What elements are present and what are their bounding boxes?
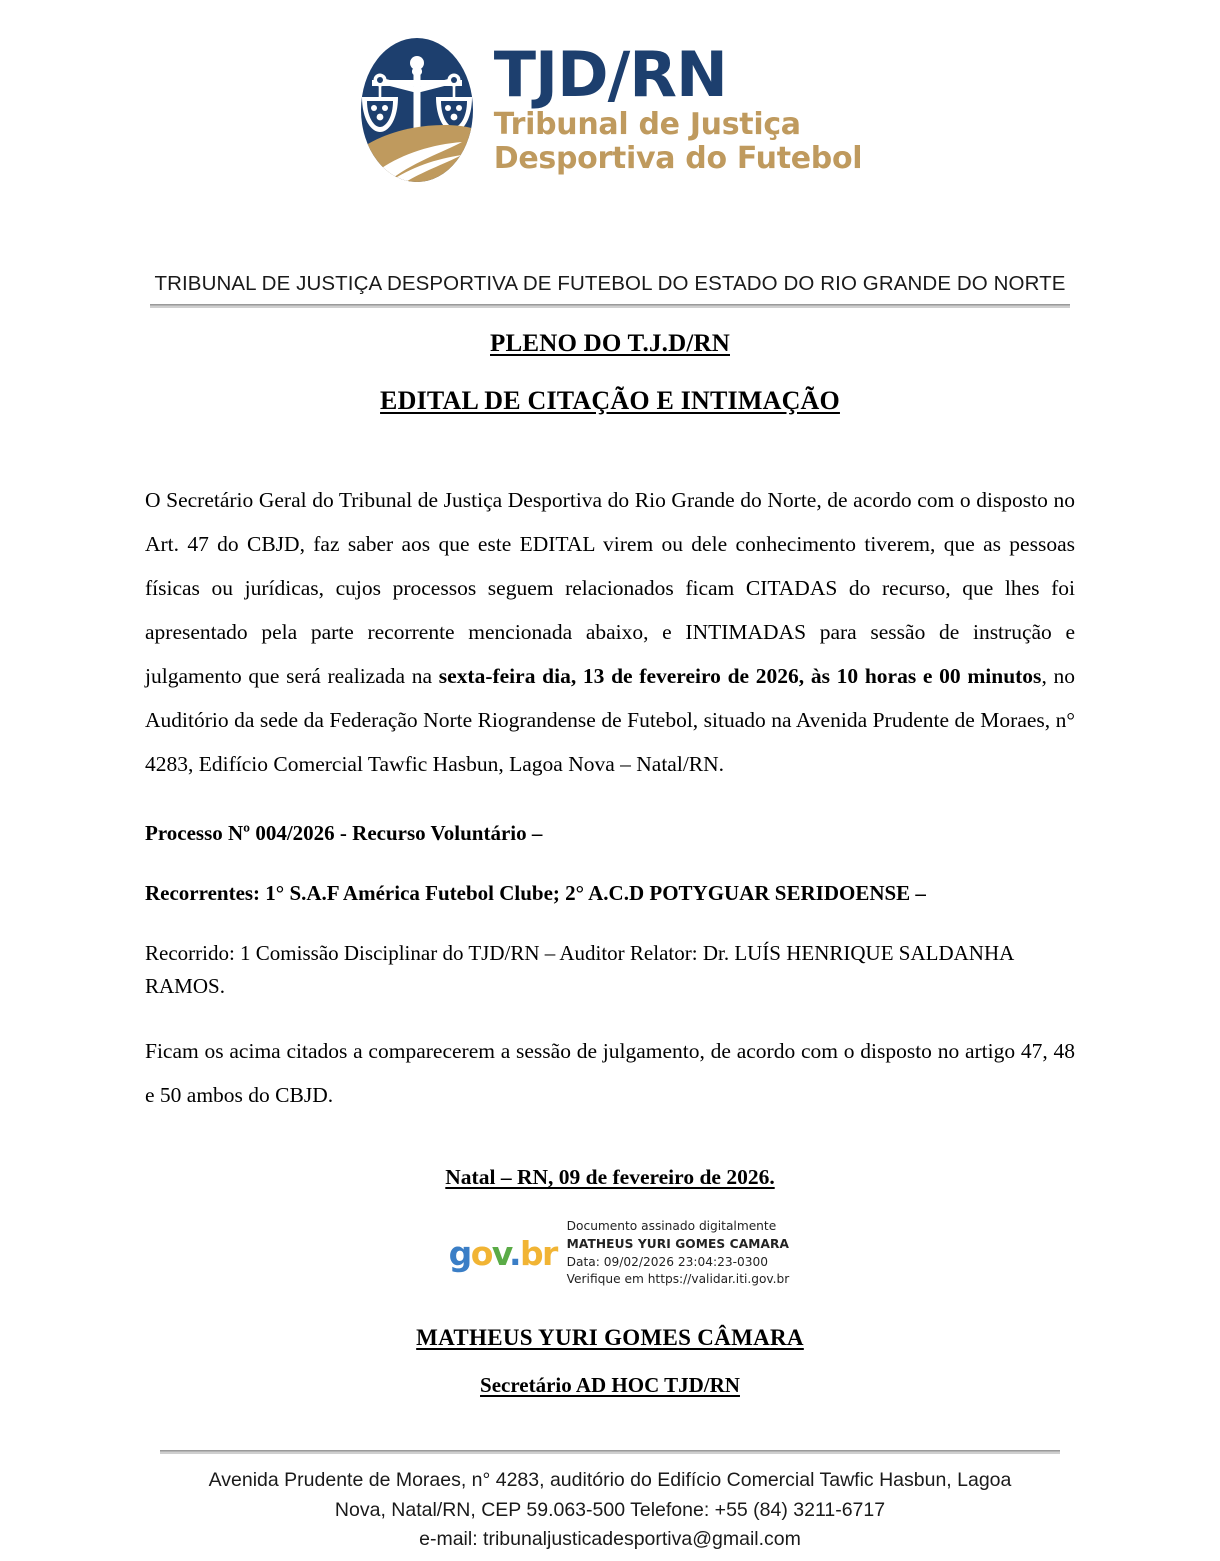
signature-details [567,1218,790,1289]
scales-of-justice-emblem [358,35,476,185]
signature-signer-name: MATHEUS YURI GOMES CAMARA [566,1236,790,1251]
place-and-date: Natal – RN, 09 de fevereiro de 2026. [445,1164,775,1189]
govbr-logo-icon [448,1234,557,1274]
processo-number: Processo Nº 004/2026 - Recurso Voluntário – [145,821,543,846]
govbr-letter-v: v [491,1234,510,1274]
organization-name: TRIBUNAL DE JUSTIÇA DESPORTIVA DE FUTEBOL DO ESTADO DO RIO GRANDE DO NORTE [154,272,1066,295]
govbr-letter-g: g [448,1234,471,1274]
govbr-letter-br: br [519,1234,557,1274]
signer-name: MATHEUS YURI GOMES CÂMARA [416,1325,804,1351]
digital-signature-stamp [145,1218,1075,1289]
recorrentes-line: Recorrentes: 1° S.A.F América Futebol Clube; 2° A.C.D POTYGUAR SERIDOENSE – [145,881,926,906]
page-title-pleno: PLENO DO T.J.D/RN [490,330,730,357]
page-footer [160,1450,1060,1555]
intro-text-part1: O Secretário Geral do Tribunal de Justiça Desportiva do Rio Grande do Norte, de acordo com o disposto no Art. 47 do CBJD, faz saber aos que este EDITAL virem ou dele conhecimento tiverem, que as pessoas físicas ou jurídicas, cujos processos seguem relacionados ficam CITADAS do recurso, que lhes foi apresentado pela parte recorrente mencionada abaixo, e INTIMADAS para sessão de instrução e julgamento que será realizada na [145,488,1075,689]
document-body [145,416,1075,1398]
header-divider [150,304,1070,308]
signer-role: Secretário AD HOC TJD/RN [480,1373,740,1398]
tjdrn-logo [0,0,1220,176]
signer-block [145,1325,1075,1398]
wordmark-acronym: TJD/RN [493,37,727,111]
intro-paragraph [145,478,1075,786]
page-title-edital: EDITAL DE CITAÇÃO E INTIMAÇÃO [380,386,840,415]
govbr-letter-dot: . [509,1234,520,1274]
signature-date: Data: 09/02/2026 23:04:23-0300 [566,1254,769,1269]
hearing-datetime: sexta-feira dia, 13 de fevereiro de 2026, às 10 horas e 00 minutos [438,664,1042,689]
closing-paragraph: Ficam os acima citados a comparecerem a sessão de julgamento, de acordo com o disposto no artigo 47, 48 e 50 ambos do CBJD. [145,1038,1075,1107]
intro-text-part2: , no Auditório da sede da Federação Norte Riograndense de Futebol, situado na Avenida Prudente de Moraes, n° 4283, Edifício Comercial Tawfic Hasbun, Lagoa Nova – Natal/RN. [145,664,1076,777]
footer-address [160,1466,1060,1555]
footer-divider [160,1450,1060,1454]
wordmark-subtitle-line2: Desportiva do Futebol [493,140,863,176]
signature-verify-url: Verifique em https://validar.iti.gov.br [566,1272,790,1287]
footer-line-3: e-mail: tribunaljusticadesportiva@gmail.com [419,1528,801,1551]
footer-line-2: Nova, Natal/RN, CEP 59.063-500 Telefone: +55 (84) 3211-6717 [334,1498,886,1521]
govbr-letter-o: o [470,1234,492,1274]
organization-header [150,176,1070,308]
document-titles [0,330,1220,416]
footer-line-1: Avenida Prudente de Moraes, n° 4283, auditório do Edifício Comercial Tawfic Hasbun, Lagoa [208,1469,1012,1492]
recorrido-line: Recorrido: 1 Comissão Disciplinar do TJD/RN – Auditor Relator: Dr. LUÍS HENRIQUE SALDANHA RAMOS. [145,940,1014,999]
wordmark-subtitle-line1: Tribunal de Justiça [493,107,801,143]
tjdrn-wordmark [493,37,863,176]
signature-label: Documento assinado digitalmente [566,1218,777,1233]
